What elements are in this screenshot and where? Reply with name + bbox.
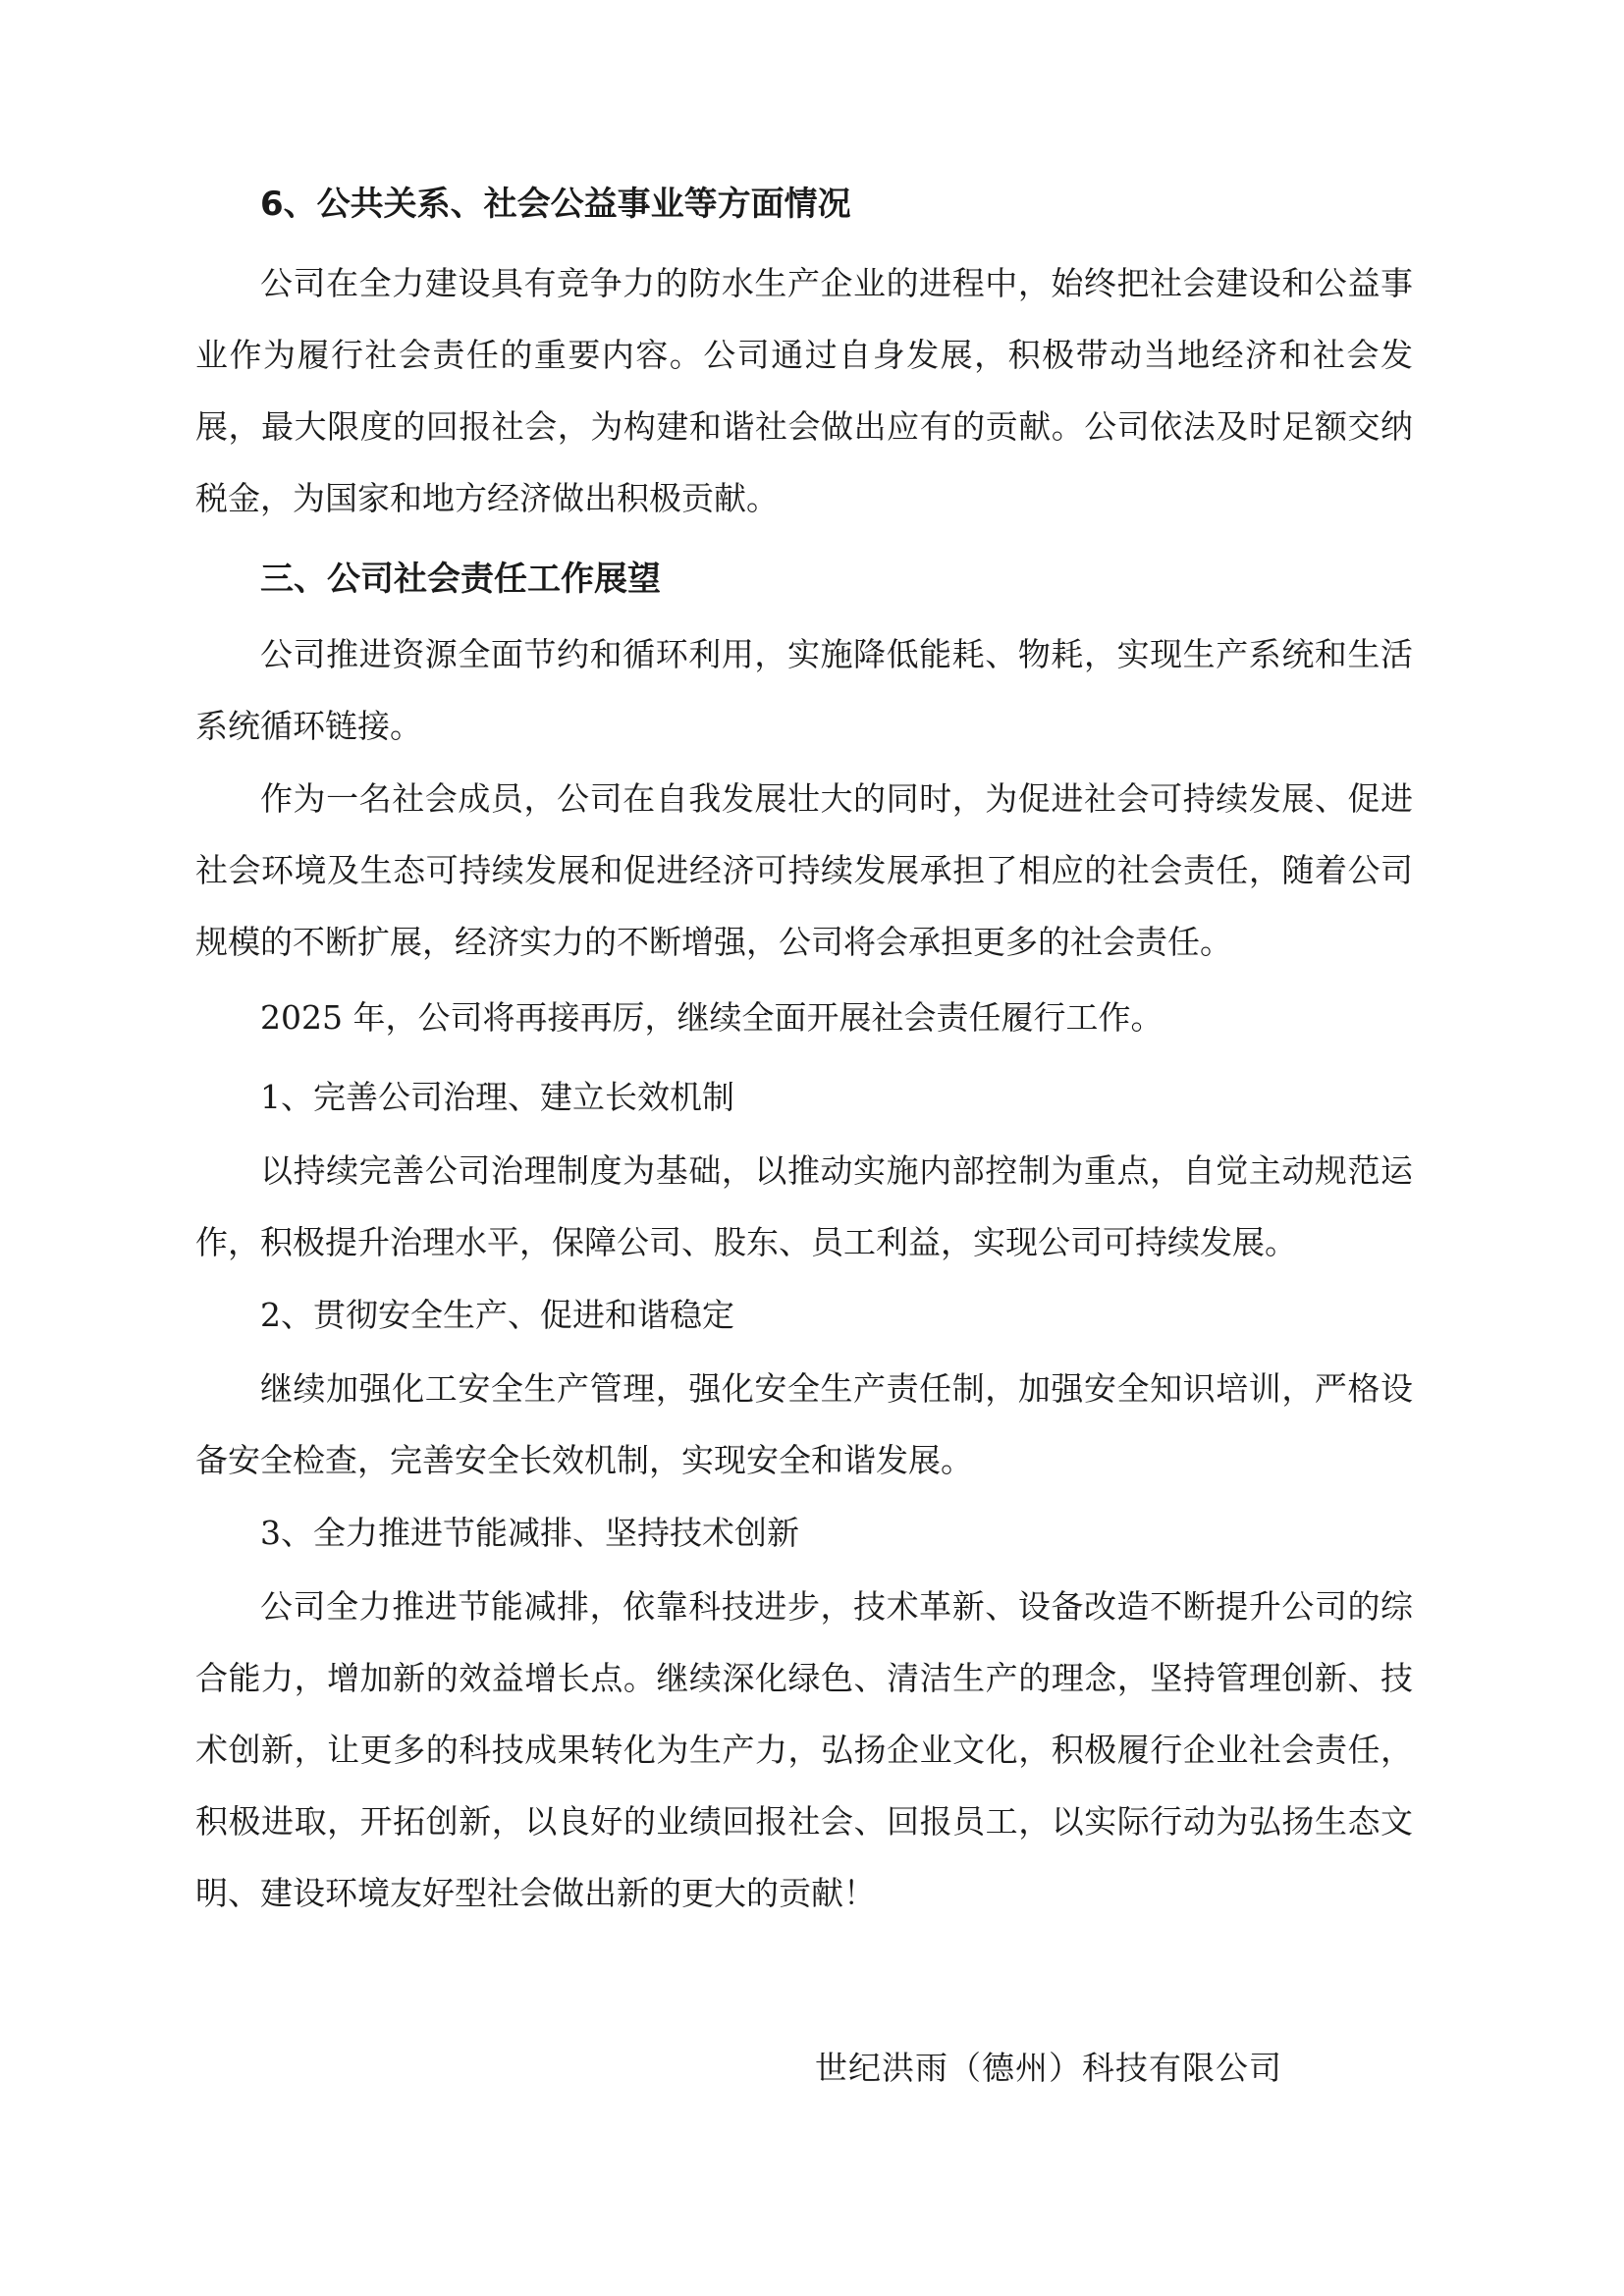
section-6-paragraph: 公司在全力建设具有竞争力的防水生产企业的进程中，始终把社会建设和公益事业作为履行社会责任的重要内容。公司通过自身发展，积极带动当地经济和社会发展，最大限度的回报社会，为构建和谐社会做出应有的贡献。公司依法及时足额交纳税金，为国家和地方经济做出积极贡献。 — [195, 264, 1413, 517]
section-3-paragraph-1: 公司推进资源全面节约和循环利用，实施降低能耗、物耗，实现生产系统和生活系统循环链接。 — [195, 635, 1413, 745]
section-3-paragraph-3: 2025 年，公司将再接再厉，继续全面开展社会责任履行工作。 — [260, 998, 1164, 1037]
item-2-heading: 2、贯彻安全生产、促进和谐稳定 — [260, 1296, 734, 1334]
section-3-heading: 三、公司社会责任工作展望 — [260, 560, 661, 599]
section-6-heading: 6、公共关系、社会公益事业等方面情况 — [260, 185, 851, 224]
item-3-heading: 3、全力推进节能减排、坚持技术创新 — [260, 1514, 799, 1552]
section-3-paragraph-2: 作为一名社会成员，公司在自我发展壮大的同时，为促进社会可持续发展、促进社会环境及生态可持续发展和促进经济可持续发展承担了相应的社会责任，随着公司规模的不断扩展，经济实力的不断增强，公司将会承担更多的社会责任。 — [195, 779, 1413, 961]
company-signature: 世纪洪雨（德州）科技有限公司 — [815, 2049, 1282, 2087]
item-1-paragraph: 以持续完善公司治理制度为基础，以推动实施内部控制为重点，自觉主动规范运作，积极提升治理水平，保障公司、股东、员工利益，实现公司可持续发展。 — [195, 1151, 1413, 1261]
item-3-paragraph: 公司全力推进节能减排，依靠科技进步，技术革新、设备改造不断提升公司的综合能力，增加新的效益增长点。继续深化绿色、清洁生产的理念，坚持管理创新、技术创新，让更多的科技成果转化为生产力，弘扬企业文化，积极履行企业社会责任，积极进取，开拓创新，以良好的业绩回报社会、回报员工，以实际行动为弘扬生态文明、建设环境友好型社会做出新的更大的贡献！ — [195, 1587, 1413, 1912]
item-1-heading: 1、完善公司治理、建立长效机制 — [260, 1078, 734, 1116]
item-2-paragraph: 继续加强化工安全生产管理，强化安全生产责任制，加强安全知识培训，严格设备安全检查，完善安全长效机制，实现安全和谐发展。 — [195, 1369, 1413, 1479]
